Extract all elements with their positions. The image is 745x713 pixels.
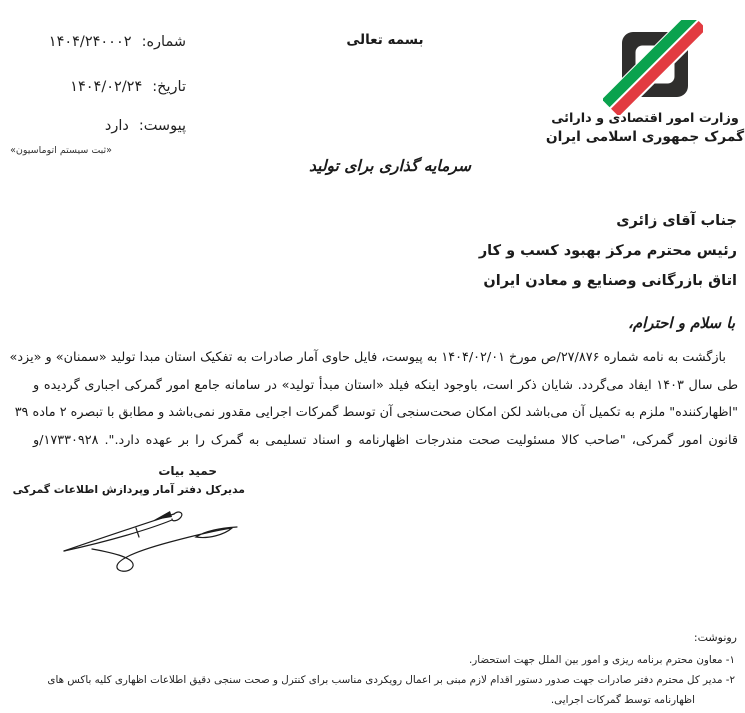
signer-title: مدیرکل دفتر آمار وپردازش اطلاعات گمرکی [12,483,245,496]
body-line: طی سال ۱۴۰۳ ایفاد می‌گردد. شایان ذکر است، باوجود اینکه فیلد «استان مبدأ تولید» در سامانه جامع امور گمرکی اجباری گردیده و [33,377,739,393]
year-slogan: سرمایه گذاری برای تولید [309,157,471,175]
letter-date-label: تاریخ: [152,79,186,95]
body-line: قانون امور گمرکی، "صاحب کالا مسئولیت صحت مندرجات اظهارنامه و اسناد تسلیمی به گمرک را بر عهده دارد.". ۱۷۳۳۰۹۲۸/و [33,432,738,448]
attachment-row [105,118,186,134]
recipient-title: رئیس محترم مرکز بهبود کسب و کار [478,243,737,259]
letter-number-row [49,34,186,50]
ministry-name: وزارت امور اقتصادی و دارائی [551,111,739,126]
cc-item: ۱- معاون محترم برنامه ریزی و امور بین الملل جهت استحضار. [468,654,735,666]
customs-logo-icon [603,20,703,115]
letter-date-value: ۱۴۰۴/۰۲/۲۴ [70,79,143,95]
customs-logo-svg [603,20,703,115]
cc-item: ۲- مدیر کل محترم دفتر صادرات جهت صدور دستور اقدام لازم مبنی بر اعمال رویکردی مناسب برای کنترل و صحت سنجی دقیق اطلاعات اظهاری کلیه باکس های اظهارنامه توسط گمرکات اجرایی. [47,674,735,706]
salutation: با سلام و احترام، [628,314,735,332]
recipient-organization: اتاق بازرگانی وصنایع و معادن ایران [483,273,737,289]
body-line: بازگشت به نامه شماره ۲۷/۸۷۶/ص مورخ ۱۴۰۴/۰۲/۰۱ به پیوست، فایل حاوی آمار صادرات به تفکیک استان مبدا تولید «سمنان» و «یزد» [9,350,726,365]
cc-list [8,650,735,710]
recipient-name: جناب آقای زائری [616,213,737,229]
attachment-label: پیوست: [138,118,186,134]
letter-date-row [70,79,186,95]
letter-number-value: ۱۴۰۴/۲۴۰۰۰۲ [48,34,132,50]
cc-label: رونوشت: [693,631,737,644]
automation-note: «ثبت سیستم اتوماسیون» [10,145,112,156]
body-line: "اظهارکننده" ملزم به تکمیل آن می‌باشد لکن امکان صحت‌سنجی آن توسط گمرکات اجرایی مقدور نمی‌باشد و مطابق با تبصره ۲ ماده ۳۹ [14,405,738,420]
besmellah-heading: بسمه تعالی [346,32,424,48]
handwritten-signature [52,498,247,576]
letter-body [9,344,739,454]
signer-name: حمید بیات [158,464,217,478]
org-names [545,109,745,147]
attachment-value: دارد [104,118,129,134]
recipient-block [479,206,737,296]
organization-name: گمرک جمهوری اسلامی ایران [545,129,745,145]
letter-number-label: شماره: [141,34,186,50]
